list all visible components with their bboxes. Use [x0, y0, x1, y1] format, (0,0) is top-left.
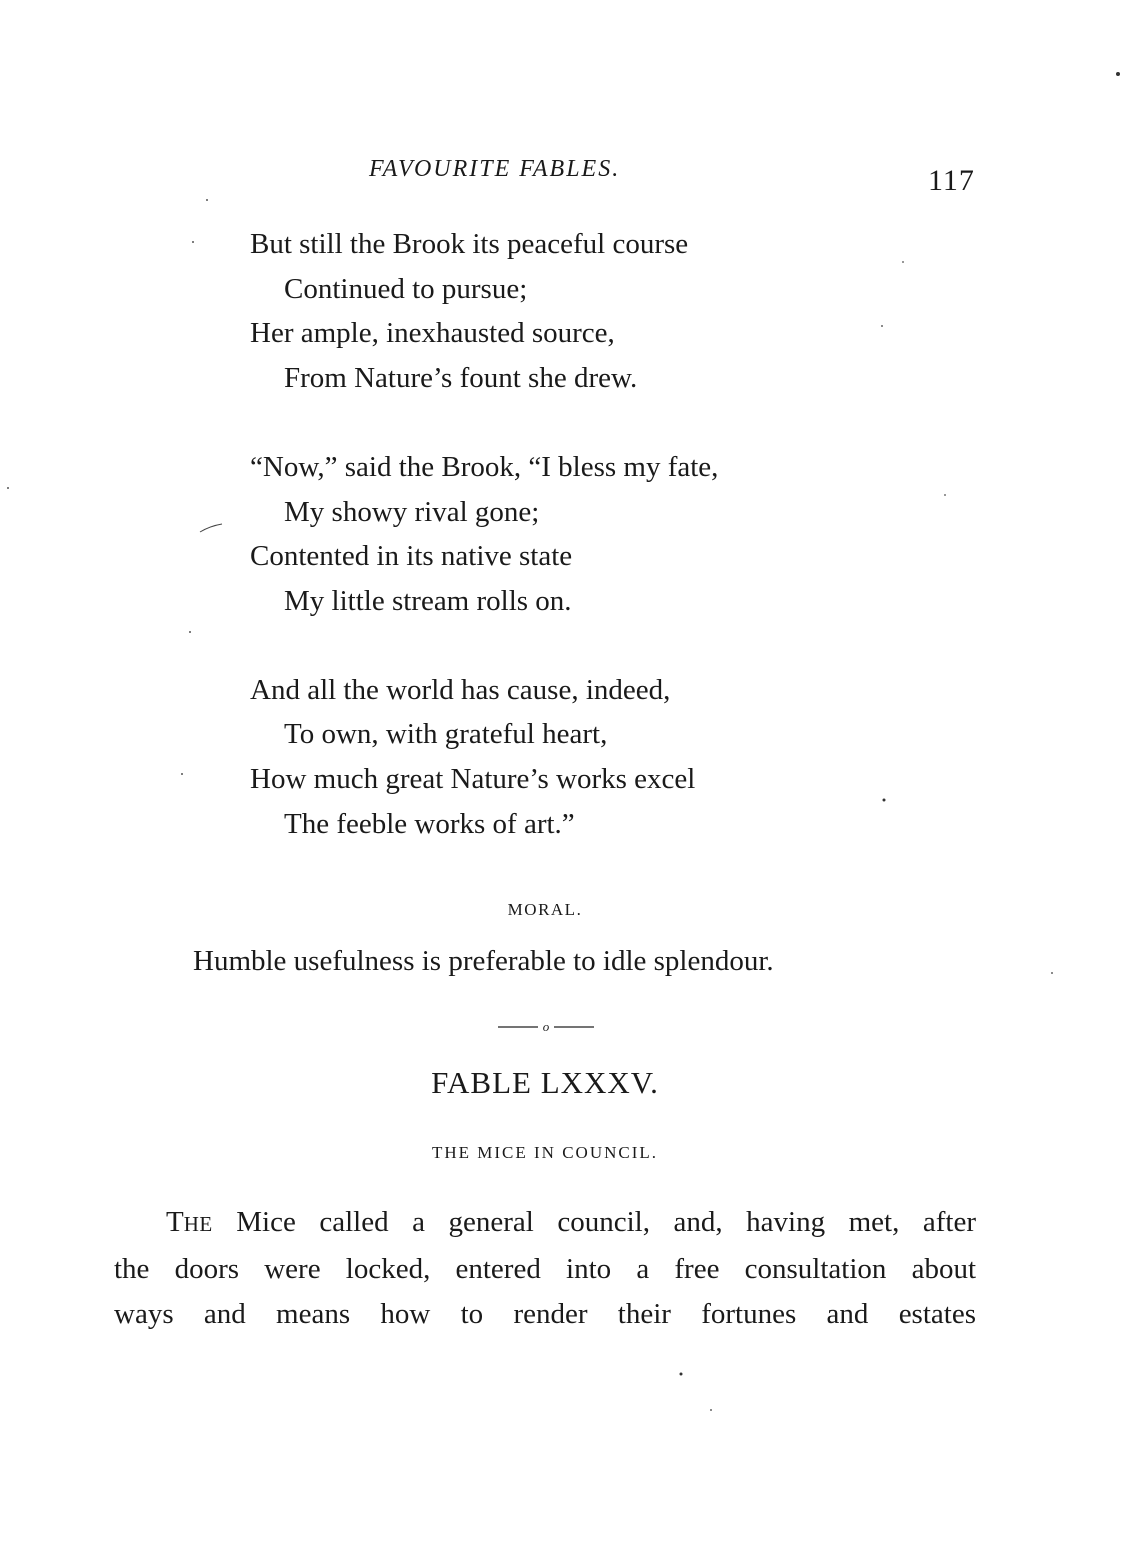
stanza	[250, 222, 718, 401]
poem-line: To own, with grateful heart,	[284, 718, 608, 751]
poem-line: My showy rival gone;	[284, 495, 540, 528]
poem-line: Her ample, inexhausted source,	[250, 317, 615, 350]
fable-subtitle: THE MICE IN COUNCIL.	[431, 1143, 659, 1162]
poem-line: “Now,” said the Brook, “I bless my fate,	[250, 450, 719, 483]
poem-line: Contented in its native state	[250, 540, 573, 573]
running-title: FAVOURITE FABLES.	[369, 156, 621, 182]
poem-line: How much great Nature’s works excel	[250, 763, 696, 796]
prose-line-text: Mice called a general council, and, having met, after	[212, 1206, 976, 1238]
fable-title: FABLE LXXXV.	[431, 1065, 659, 1100]
moral-text: Humble usefulness is preferable to idle splendour.	[193, 945, 774, 977]
moral-heading: MORAL.	[507, 900, 583, 919]
page-number: 117	[928, 164, 975, 197]
poem-line: My little stream rolls on.	[284, 584, 572, 617]
poem-line: From Nature’s fount she drew.	[284, 362, 638, 395]
stanza	[250, 668, 718, 847]
stanza	[250, 445, 718, 624]
poem-line: And all the world has cause, indeed,	[250, 673, 671, 706]
prose-line: ways and means how to render their fortunes and estates	[114, 1298, 976, 1330]
section-divider	[498, 1018, 594, 1034]
poem	[250, 222, 718, 890]
prose-line	[114, 1200, 976, 1247]
opening-capital: T	[166, 1206, 184, 1238]
poem-line: The feeble works of art.”	[284, 807, 575, 840]
prose-line: the doors were locked, entered into a free consultation about	[114, 1253, 976, 1285]
poem-line: Continued to pursue;	[284, 272, 528, 305]
poem-line: But still the Brook its peaceful course	[250, 228, 689, 260]
divider-glyph: o	[542, 1019, 550, 1034]
fable-text	[114, 1200, 976, 1337]
opening-small-caps: HE	[183, 1212, 213, 1236]
